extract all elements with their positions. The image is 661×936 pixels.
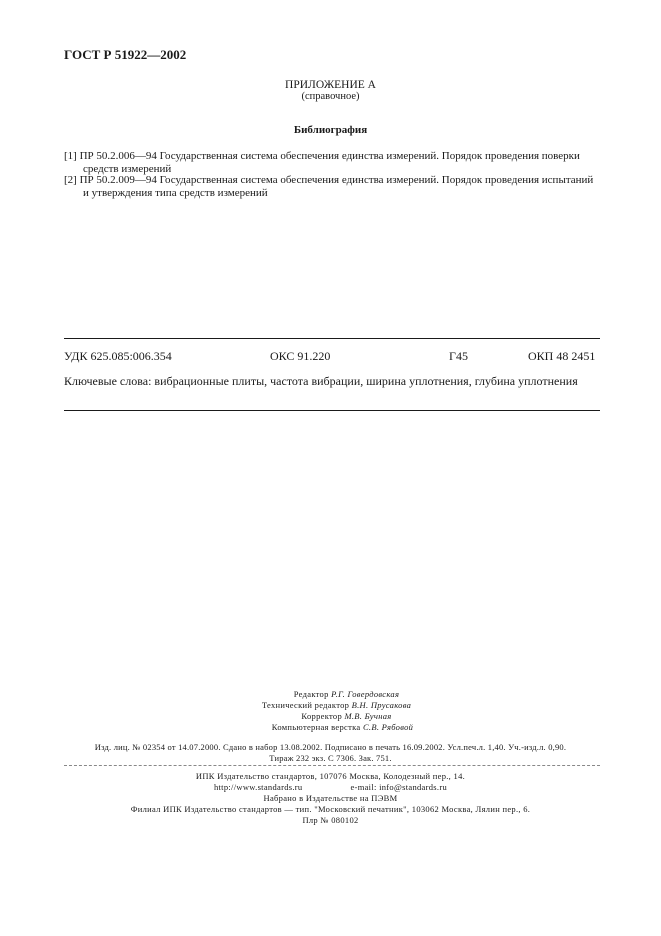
credit-editor [16, 689, 661, 700]
credit-name: В.Н. Прусакова [351, 700, 412, 710]
imprint-contacts [0, 782, 661, 793]
imprint-line: ИПК Издательство стандартов, 107076 Москва, Колодезный пер., 14. [195, 771, 466, 781]
imprint-line: Набрано в Издательстве на ПЭВМ [263, 793, 398, 803]
group-code: Г45 [449, 349, 468, 363]
credit-name: М.В. Бучная [344, 711, 392, 721]
bibliography-item [64, 150, 604, 176]
standard-code: ГОСТ Р 51922—2002 [64, 47, 187, 62]
appendix-subtitle: (справочное) [301, 91, 360, 102]
bibliography-item [64, 174, 604, 200]
credit-tech-editor [6, 700, 661, 711]
website-link[interactable]: http://www.standards.ru [213, 782, 303, 792]
credit-name: Р.Г. Говердовская [331, 689, 400, 699]
credit-label: Корректор [301, 711, 343, 721]
divider-bottom [64, 410, 600, 411]
bibliography-heading: Библиография [293, 124, 368, 136]
keywords: Ключевые слова: вибрационные плиты, частота вибрации, ширина уплотнения, глубина уплотнения [64, 374, 578, 388]
oks-code: ОКС 91.220 [270, 349, 331, 363]
credit-corrector [16, 711, 661, 722]
bibliography-item-continuation: и утверждения типа средств измерений [83, 187, 268, 199]
credit-label: Технический редактор [261, 700, 350, 710]
udk-code: УДК 625.085:006.354 [64, 349, 172, 363]
dashed-divider [64, 765, 600, 766]
bibliography-item-line: [1] ПР 50.2.006—94 Государственная система обеспечения единства измерений. Порядок проведения поверки [64, 150, 580, 162]
email-link[interactable]: e-mail: info@standards.ru [350, 782, 448, 792]
appendix-title: ПРИЛОЖЕНИЕ А [285, 79, 376, 91]
imprint-line: Плр № 080102 [302, 815, 359, 825]
bibliography-item-line: [2] ПР 50.2.009—94 Государственная система обеспечения единства измерений. Порядок проведения испытаний [64, 174, 594, 186]
okp-code: ОКП 48 2451 [528, 349, 596, 363]
divider-top [64, 338, 600, 339]
publication-line: Изд. лиц. № 02354 от 14.07.2000. Сдано в набор 13.08.2002. Подписано в печать 16.09.2002. Усл.печ.л. 1,40. Уч.-изд.л. 0,90. [94, 742, 567, 752]
publication-line: Тираж 232 экз. С 7306. Зак. 751. [269, 753, 392, 763]
credit-name: С.В. Рябовой [362, 722, 414, 732]
credit-label: Компьютерная верстка [271, 722, 361, 732]
credit-layout [12, 722, 661, 733]
imprint-line: Филиал ИПК Издательство стандартов — тип. "Московский печатник", 103062 Москва, Лялин пер., 6. [130, 804, 531, 814]
bibliography-item-continuation: средств измерений [83, 163, 172, 175]
credit-label: Редактор [293, 689, 329, 699]
